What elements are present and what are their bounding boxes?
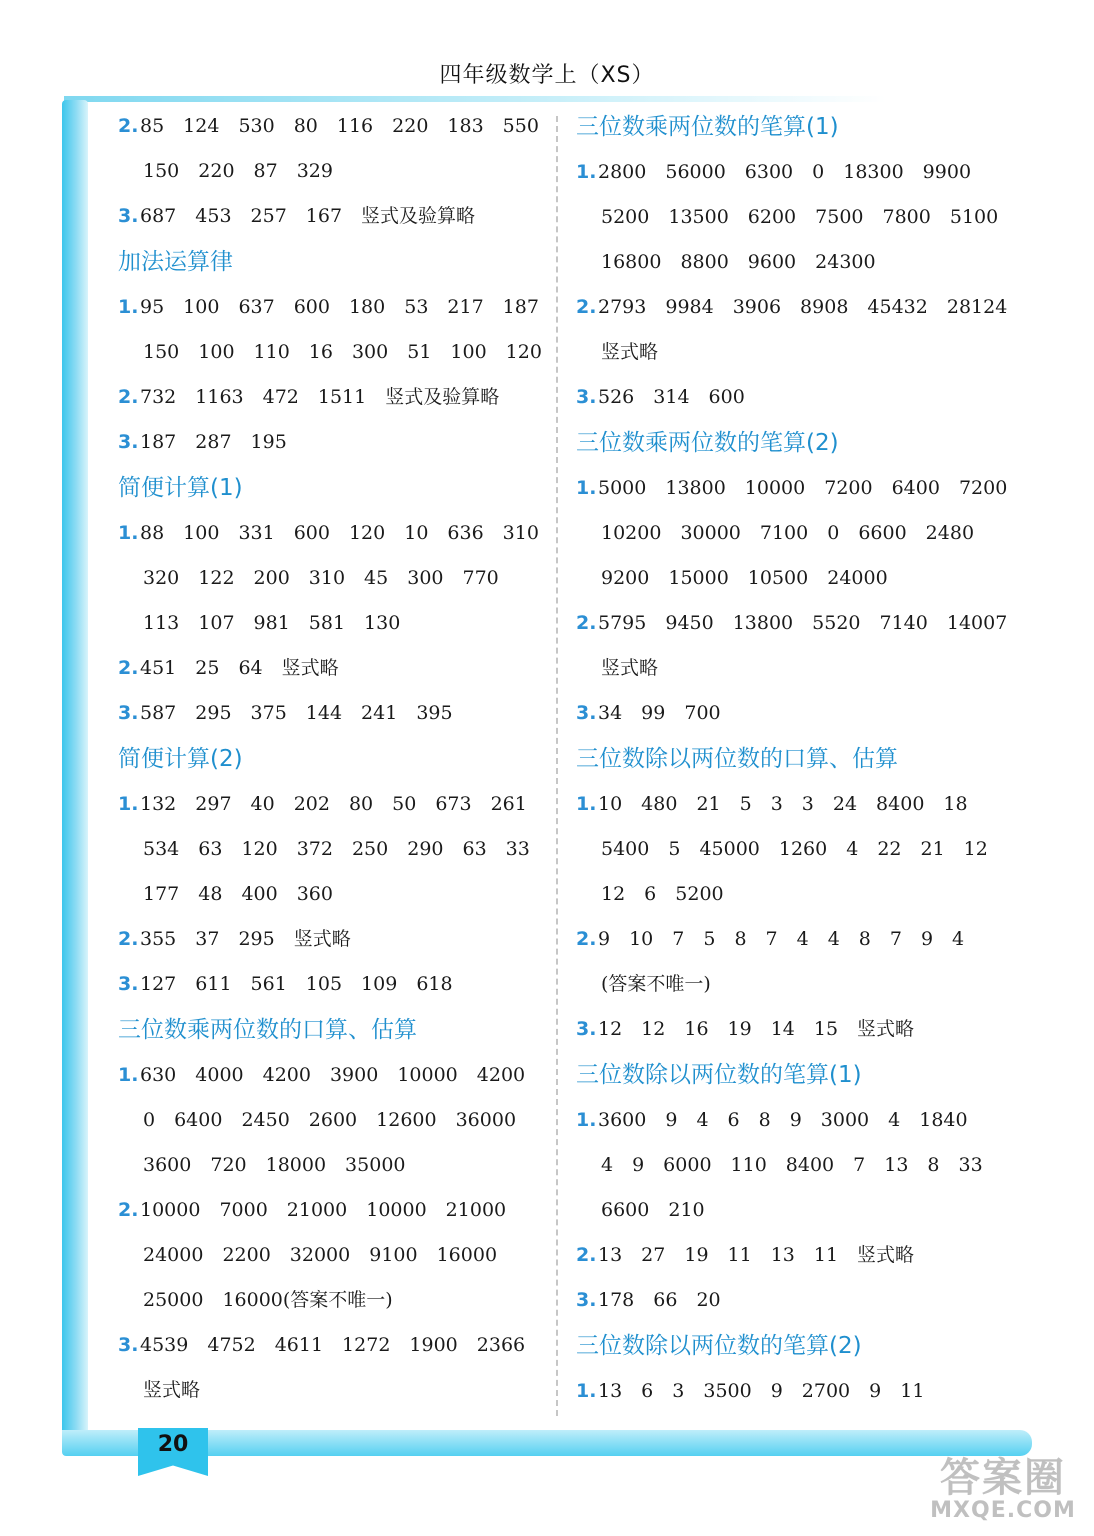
- answer-line: 10000 7000 21000 10000 21000: [140, 1199, 507, 1221]
- answer-number: 3.: [576, 1018, 597, 1040]
- answer-line: 150 220 87 329: [143, 160, 333, 182]
- answer-number: 1.: [576, 1109, 597, 1131]
- answer-lines: [140, 691, 548, 736]
- answer-line: 320 122 200 310 45 300 770: [143, 567, 499, 589]
- answer-item: [118, 917, 548, 962]
- answer-line: 16800 8800 9600 24300: [601, 251, 876, 273]
- answer-item: [118, 104, 548, 194]
- answer-lines: [140, 375, 548, 420]
- answer-line: 5400 5 45000 1260 4 22 21 12: [601, 838, 988, 860]
- answer-line: 9200 15000 10500 24000: [601, 567, 888, 589]
- answer-number: 2.: [118, 1199, 139, 1221]
- section-title: 三位数乘两位数的口算、估算: [118, 1017, 417, 1043]
- answer-line: 587 295 375 144 241 395: [140, 702, 453, 724]
- watermark-text: 答案圈: [940, 1455, 1066, 1501]
- answer-line: 4 9 6000 110 8400 7 13 8 33: [601, 1154, 983, 1176]
- answer-number: 3.: [118, 205, 139, 227]
- answer-line: 451 25 64 竖式略: [140, 657, 339, 679]
- answer-line: 732 1163 472 1511 竖式及验算略: [140, 386, 500, 408]
- answer-lines: [598, 1098, 1016, 1233]
- answer-lines: [140, 194, 548, 239]
- answer-lines: [598, 466, 1016, 601]
- answer-line: 0 6400 2450 2600 12600 36000: [143, 1109, 517, 1131]
- answer-number: 1.: [118, 793, 139, 815]
- answer-line: 630 4000 4200 3900 10000 4200: [140, 1064, 526, 1086]
- answer-lines: [598, 917, 1016, 1007]
- answer-number: 3.: [576, 1289, 597, 1311]
- answer-line: 113 107 981 581 130: [143, 612, 401, 634]
- answer-item: [118, 511, 548, 646]
- answer-lines: [140, 104, 548, 194]
- answer-line: 34 99 700: [598, 702, 721, 724]
- section-title: 简便计算(2): [118, 746, 243, 772]
- answer-line: 4539 4752 4611 1272 1900 2366: [140, 1334, 526, 1356]
- answer-line: 13 6 3 3500 9 2700 9 11: [598, 1380, 925, 1402]
- answer-item: [576, 1278, 1016, 1323]
- page-frame-left: [62, 100, 88, 1450]
- answer-line: 5795 9450 13800 5520 7140 14007: [598, 612, 1008, 634]
- section-title: 三位数乘两位数的笔算(2): [576, 430, 839, 456]
- answer-section: [118, 736, 548, 1007]
- answer-item: [118, 646, 548, 691]
- answer-section: [576, 1052, 1016, 1323]
- answer-lines: [140, 511, 548, 646]
- answer-item: [118, 1188, 548, 1323]
- answer-number: 2.: [118, 386, 139, 408]
- answer-number: 2.: [576, 612, 597, 634]
- answer-line: 150 100 110 16 300 51 100 120: [143, 341, 542, 363]
- answer-line: 12 12 16 19 14 15 竖式略: [598, 1018, 915, 1040]
- answer-lines: [598, 601, 1016, 691]
- answer-section: [118, 104, 548, 239]
- answer-number: 2.: [118, 657, 139, 679]
- answer-item: [118, 782, 548, 917]
- answer-item: [576, 1098, 1016, 1233]
- answer-number: 1.: [118, 522, 139, 544]
- answer-number: 3.: [118, 973, 139, 995]
- answer-line: 95 100 637 600 180 53 217 187: [140, 296, 539, 318]
- answer-item: [576, 691, 1016, 736]
- answer-item: [118, 962, 548, 1007]
- answer-line: 3600 9 4 6 8 9 3000 4 1840: [598, 1109, 968, 1131]
- answer-item: [576, 285, 1016, 375]
- answer-lines: [140, 1188, 548, 1323]
- answer-lines: [598, 285, 1016, 375]
- answer-item: [118, 691, 548, 736]
- answer-lines: [140, 917, 548, 962]
- answer-lines: [140, 962, 548, 1007]
- answer-line: 355 37 295 竖式略: [140, 928, 351, 950]
- answer-number: 1.: [576, 477, 597, 499]
- answer-number: 2.: [576, 928, 597, 950]
- section-title: 三位数除以两位数的口算、估算: [576, 746, 898, 772]
- answer-line: 10200 30000 7100 0 6600 2480: [601, 522, 975, 544]
- section-title: 加法运算律: [118, 249, 233, 275]
- answer-line: 13 27 19 11 13 11 竖式略: [598, 1244, 915, 1266]
- answer-item: [576, 466, 1016, 601]
- answer-line: 85 124 530 80 116 220 183 550: [140, 115, 539, 137]
- answer-line: 5200 13500 6200 7500 7800 5100: [601, 206, 999, 228]
- answer-number: 2.: [576, 1244, 597, 1266]
- answer-lines: [140, 782, 548, 917]
- answer-item: [118, 1053, 548, 1188]
- answer-number: 3.: [118, 431, 139, 453]
- answer-lines: [598, 1369, 1016, 1414]
- answer-item: [576, 1369, 1016, 1414]
- answer-number: 3.: [576, 702, 597, 724]
- column-divider: [556, 116, 558, 1416]
- answer-number: 1.: [576, 1380, 597, 1402]
- section-title: 三位数乘两位数的笔算(1): [576, 114, 839, 140]
- watermark-url: MXQE.COM: [930, 1498, 1076, 1523]
- answer-line: 687 453 257 167 竖式及验算略: [140, 205, 476, 227]
- answer-item: [576, 375, 1016, 420]
- answer-line: 178 66 20: [598, 1289, 721, 1311]
- answer-section: [118, 1007, 548, 1413]
- answer-lines: [140, 646, 548, 691]
- answer-lines: [140, 1053, 548, 1188]
- answer-line: 177 48 400 360: [143, 883, 333, 905]
- answer-number: 2.: [576, 296, 597, 318]
- answer-section: [576, 420, 1016, 736]
- answer-section: [118, 239, 548, 465]
- answer-line: 5000 13800 10000 7200 6400 7200: [598, 477, 1008, 499]
- answer-lines: [598, 1007, 1016, 1052]
- answer-number: 2.: [118, 115, 139, 137]
- answer-number: 3.: [118, 1334, 139, 1356]
- answer-number: 1.: [118, 296, 139, 318]
- answer-section: [118, 465, 548, 736]
- section-title: 简便计算(1): [118, 475, 243, 501]
- answer-item: [576, 917, 1016, 1007]
- answer-line: 132 297 40 202 80 50 673 261: [140, 793, 527, 815]
- answer-item: [118, 1323, 548, 1413]
- answer-item: [118, 285, 548, 375]
- answer-line: 12 6 5200: [601, 883, 724, 905]
- answer-line: 25000 16000(答案不唯一): [143, 1289, 393, 1311]
- answer-lines: [140, 285, 548, 375]
- answer-lines: [598, 1233, 1016, 1278]
- answer-number: 2.: [118, 928, 139, 950]
- section-title: 三位数除以两位数的笔算(2): [576, 1333, 862, 1359]
- answer-line: 9 10 7 5 8 7 4 4 8 7 9 4: [598, 928, 965, 950]
- answer-item: [118, 194, 548, 239]
- answer-item: [576, 1233, 1016, 1278]
- answer-lines: [140, 1323, 548, 1413]
- answer-line: 10 480 21 5 3 3 24 8400 18: [598, 793, 968, 815]
- answer-lines: [598, 150, 1016, 285]
- answer-item: [118, 375, 548, 420]
- answer-number: 1.: [576, 161, 597, 183]
- answer-lines: [598, 782, 1016, 917]
- answers-column-left: [118, 104, 548, 1413]
- answers-column-right: [576, 104, 1016, 1414]
- answer-line: 88 100 331 600 120 10 636 310: [140, 522, 539, 544]
- answer-line: 6600 210: [601, 1199, 705, 1221]
- page-number: 20: [157, 1432, 189, 1457]
- answer-lines: [598, 1278, 1016, 1323]
- page-header-title: 四年级数学上（XS）: [439, 63, 655, 88]
- answer-lines: [140, 420, 548, 465]
- answer-line: 24000 2200 32000 9100 16000: [143, 1244, 498, 1266]
- answer-line: 187 287 195: [140, 431, 287, 453]
- answer-line: 2800 56000 6300 0 18300 9900: [598, 161, 972, 183]
- answer-line: 127 611 561 105 109 618: [140, 973, 453, 995]
- answer-line: 526 314 600: [598, 386, 745, 408]
- page-frame-top: [64, 96, 886, 102]
- answer-line: 竖式略: [601, 341, 659, 363]
- answer-number: 1.: [118, 1064, 139, 1086]
- answer-section: [576, 736, 1016, 1052]
- answer-number: 3.: [576, 386, 597, 408]
- answer-section: [576, 104, 1016, 420]
- answer-line: 竖式略: [601, 657, 659, 679]
- answer-lines: [598, 691, 1016, 736]
- answer-item: [576, 601, 1016, 691]
- answer-number: 1.: [576, 793, 597, 815]
- answer-line: 竖式略: [143, 1379, 201, 1401]
- answer-item: [118, 420, 548, 465]
- section-title: 三位数除以两位数的笔算(1): [576, 1062, 862, 1088]
- answer-number: 3.: [118, 702, 139, 724]
- answer-line: 3600 720 18000 35000: [143, 1154, 406, 1176]
- answer-lines: [598, 375, 1016, 420]
- answer-item: [576, 150, 1016, 285]
- answer-line: 534 63 120 372 250 290 63 33: [143, 838, 530, 860]
- answer-item: [576, 782, 1016, 917]
- answer-line: (答案不唯一): [601, 973, 711, 995]
- answer-item: [576, 1007, 1016, 1052]
- answer-section: [576, 1323, 1016, 1414]
- answer-line: 2793 9984 3906 8908 45432 28124: [598, 296, 1008, 318]
- watermark-logo: [918, 1446, 1088, 1530]
